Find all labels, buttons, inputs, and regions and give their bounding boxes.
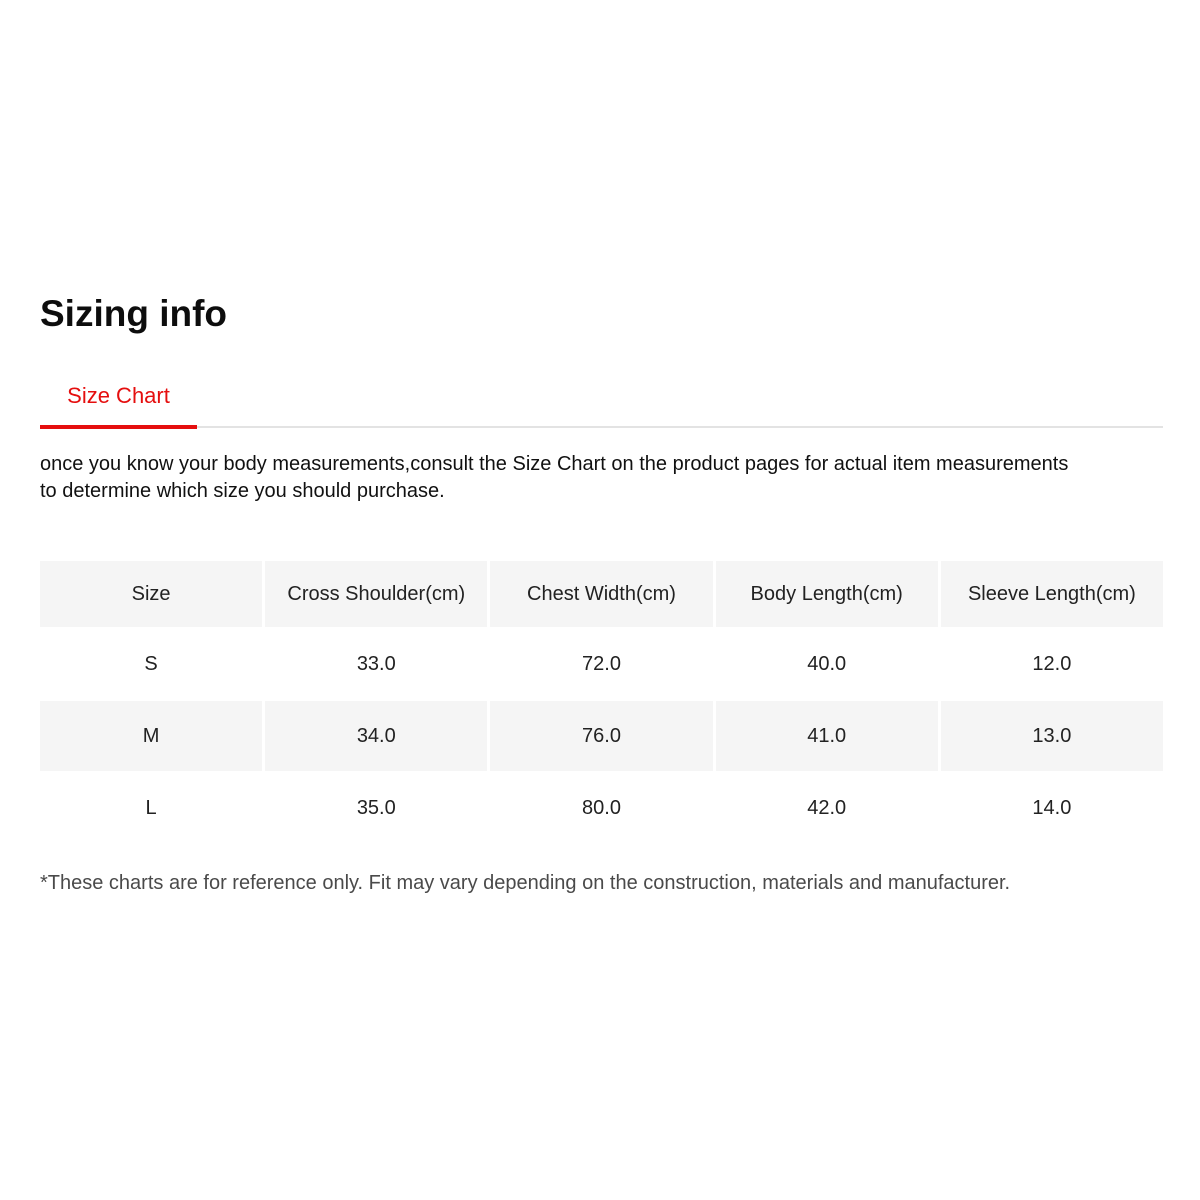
cell-chest-width: 76.0 bbox=[490, 701, 712, 771]
column-header-body-length: Body Length(cm) bbox=[716, 561, 938, 627]
column-header-cross-shoulder: Cross Shoulder(cm) bbox=[265, 561, 487, 627]
tab-size-chart-label: Size Chart bbox=[67, 383, 170, 409]
cell-size: S bbox=[40, 629, 262, 699]
cell-body-length: 41.0 bbox=[716, 701, 938, 771]
cell-cross-shoulder: 35.0 bbox=[265, 773, 487, 843]
column-header-size: Size bbox=[40, 561, 262, 627]
cell-body-length: 40.0 bbox=[716, 629, 938, 699]
column-header-sleeve-length: Sleeve Length(cm) bbox=[941, 561, 1163, 627]
cell-body-length: 42.0 bbox=[716, 773, 938, 843]
cell-sleeve-length: 12.0 bbox=[941, 629, 1163, 699]
table-row-l bbox=[40, 773, 1163, 843]
cell-sleeve-length: 14.0 bbox=[941, 773, 1163, 843]
cell-cross-shoulder: 34.0 bbox=[265, 701, 487, 771]
size-chart-tabbar bbox=[40, 383, 1163, 428]
cell-chest-width: 80.0 bbox=[490, 773, 712, 843]
active-tab-indicator bbox=[40, 425, 197, 429]
cell-chest-width: 72.0 bbox=[490, 629, 712, 699]
page-title: Sizing info bbox=[40, 293, 228, 334]
reference-footnote: *These charts are for reference only. Fit may vary depending on the construction, materials and manufacturer. bbox=[40, 872, 1011, 895]
cell-cross-shoulder: 33.0 bbox=[265, 629, 487, 699]
cell-sleeve-length: 13.0 bbox=[941, 701, 1163, 771]
tab-size-chart[interactable] bbox=[40, 383, 197, 426]
column-header-chest-width: Chest Width(cm) bbox=[490, 561, 712, 627]
intro-text: once you know your body measurements,consult the Size Chart on the product pages for actual item measurements to determine which size you should purchase. bbox=[40, 453, 1069, 503]
table-row-s bbox=[40, 629, 1163, 699]
table-row-m bbox=[40, 701, 1163, 771]
cell-size: M bbox=[40, 701, 262, 771]
size-chart-table bbox=[40, 561, 1163, 843]
table-header-row bbox=[40, 561, 1163, 627]
cell-size: L bbox=[40, 773, 262, 843]
